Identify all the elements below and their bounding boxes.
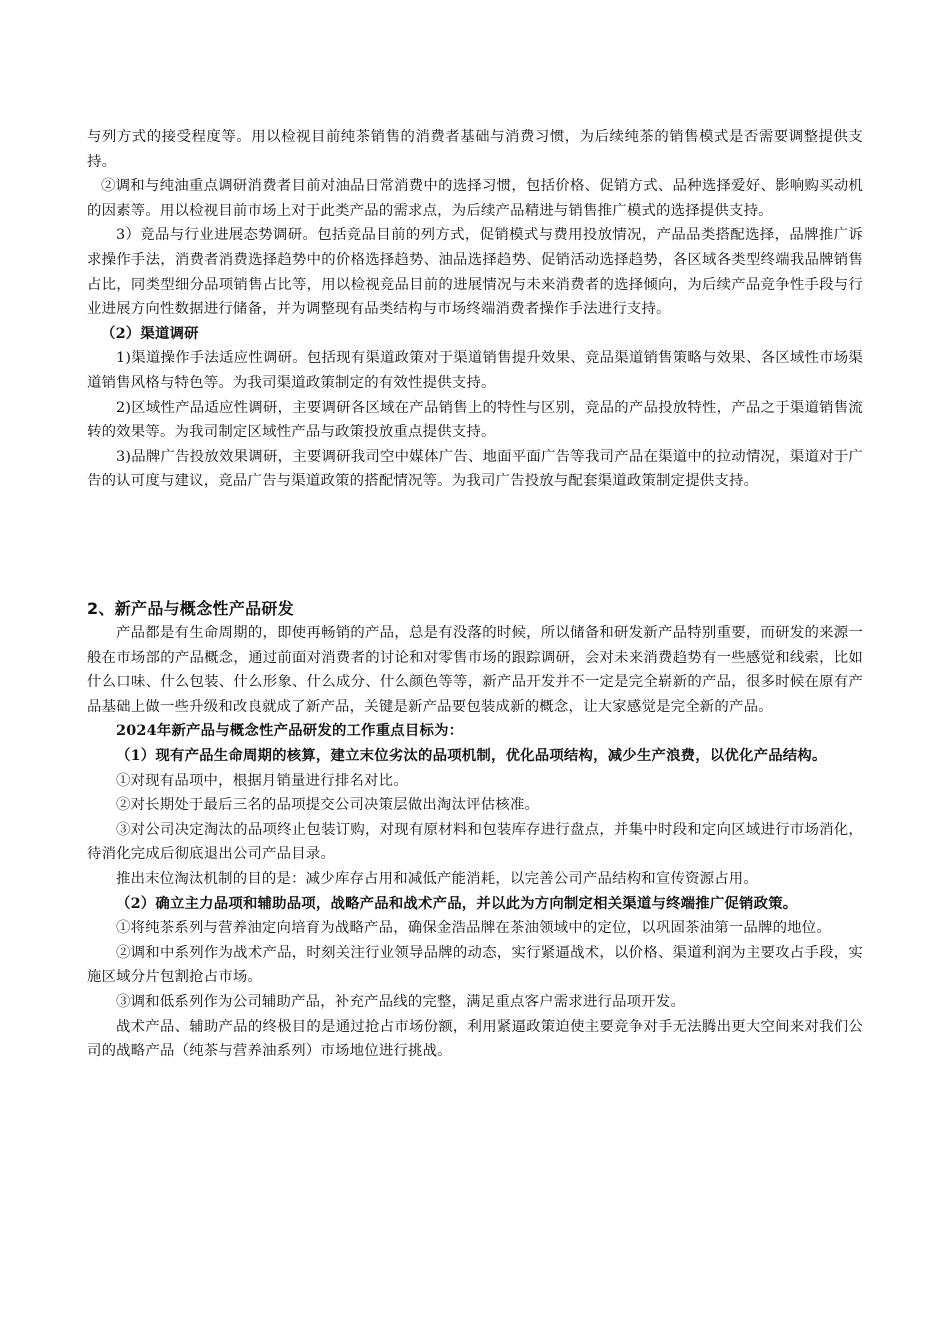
- paragraph: 3）竞品与行业进展态势调研。包括竞品目前的列方式，促销模式与费用投放情况，产品品类搭配选择，品牌推广诉求操作手法，消费者消费选择趋势中的价格选择趋势、油品选择趋势、促销活动选择趋势，各区域各类型终端我品牌销售占比，同类型细分品项销售占比等，用以检视竞品目前的进展情况与未来消费者的选择倾向，为后续产品竞争性手段与行业进展方向性数据进行储备，并为调整现有品类结构与市场终端消费者操作手法进行支持。: [87, 227, 863, 318]
- list-item: ②调和中系列作为战术产品，时刻关注行业领导品牌的动态，实行紧逼战术，以价格、渠道利润为主要攻占手段，实施区域分片包割抢占市场。: [87, 944, 863, 986]
- subheading-channel-research: （2）渠道调研: [101, 324, 199, 342]
- paragraph-goal-intro: 2024年新产品与概念性产品研发的工作重点目标为：: [116, 722, 464, 740]
- subheading-main-items: （2）确立主力品项和辅助品项，战略产品和战术产品，并以此为方向制定相关渠道与终端推广促销政策。: [116, 894, 798, 912]
- paragraph: 与列方式的接受程度等。用以检视目前纯茶销售的消费者基础与消费习惯，为后续纯茶的销售模式是否需要调整提供支持。: [87, 129, 863, 170]
- list-item: ②对长期处于最后三名的品项提交公司决策层做出淘汰评估核准。: [116, 797, 540, 814]
- paragraph: 战术产品、辅助产品的终极目的是通过抢占市场份额，利用紧逼政策迫使主要竞争对手无法腾出更大空间来对我们公司的战略产品（纯茶与营养油系列）市场地位进行挑战。: [87, 1018, 863, 1060]
- list-item: ③对公司决定淘汰的品项终止包装订购，对现有原材料和包装库存进行盘点，并集中时段和定向区域进行市场消化，待消化完成后彻底退出公司产品目录。: [87, 821, 863, 863]
- paragraph: 产品都是有生命周期的，即使再畅销的产品，总是有没落的时候，所以储备和研发新产品特别重要，而研发的来源一般在市场部的产品概念，通过前面对消费者的讨论和对零售市场的跟踪调研，会对未来消费趋势有一些感觉和线索，比如什么口味、什么包装、什么形象、什么成分、什么颜色等等，新产品开发并不一定是完全崭新的产品，很多时候在原有产品基础上做一些升级和改良就成了新产品，关键是新产品要包装成新的概念，让大家感觉是完全新的产品。: [87, 625, 863, 715]
- paragraph: 推出末位淘汰机制的目的是：减少库存占用和减低产能消耗，以完善公司产品结构和宣传资源占用。: [116, 870, 758, 887]
- paragraph: 3)品牌广告投放效果调研，主要调研我司空中媒体广告、地面平面广告等我司产品在渠道中的拉动情况，渠道对于广告的认可度与建议，竞品广告与渠道政策的搭配情况等。为我司广告投放与配套渠道政策制定提供支持。: [87, 448, 863, 490]
- list-item: ①将纯茶系列与营养油定向培育为战略产品，确保金浩品牌在茶油领域中的定位，以巩固茶油第一品牌的地位。: [116, 920, 831, 937]
- paragraph: ②调和与纯油重点调研消费者目前对油品日常消费中的选择习惯，包括价格、促销方式、品种选择爱好、影响购买动机的因素等。用以检视目前市场上对于此类产品的需求点，为后续产品精进与销售推广模式的选择提供支持。: [87, 178, 863, 219]
- section-2: [87, 597, 863, 1064]
- list-item: ③调和低系列作为公司辅助产品，补充产品线的完整，满足重点客户需求进行品项开发。: [116, 993, 686, 1010]
- section-1-body: [87, 125, 863, 494]
- subheading-lifecycle: （1）现有产品生命周期的核算，建立末位劣汰的品项机制，优化品项结构，减少生产浪费，以优化产品结构。: [116, 746, 827, 764]
- paragraph: 2)区域性产品适应性调研，主要调研各区域在产品销售上的特性与区别，竞品的产品投放特性，产品之于渠道销售流转的效果等。为我司制定区域性产品与政策投放重点提供支持。: [87, 399, 863, 441]
- section-heading: 2、新产品与概念性产品研发: [87, 599, 295, 618]
- list-item: ①对现有品项中，根据月销量进行排名对比。: [116, 772, 408, 789]
- paragraph: 1)渠道操作手法适应性调研。包括现有渠道政策对于渠道销售提升效果、竞品渠道销售策略与效果、各区域性市场渠道销售风格与特色等。为我司渠道政策制定的有效性提供支持。: [87, 350, 863, 391]
